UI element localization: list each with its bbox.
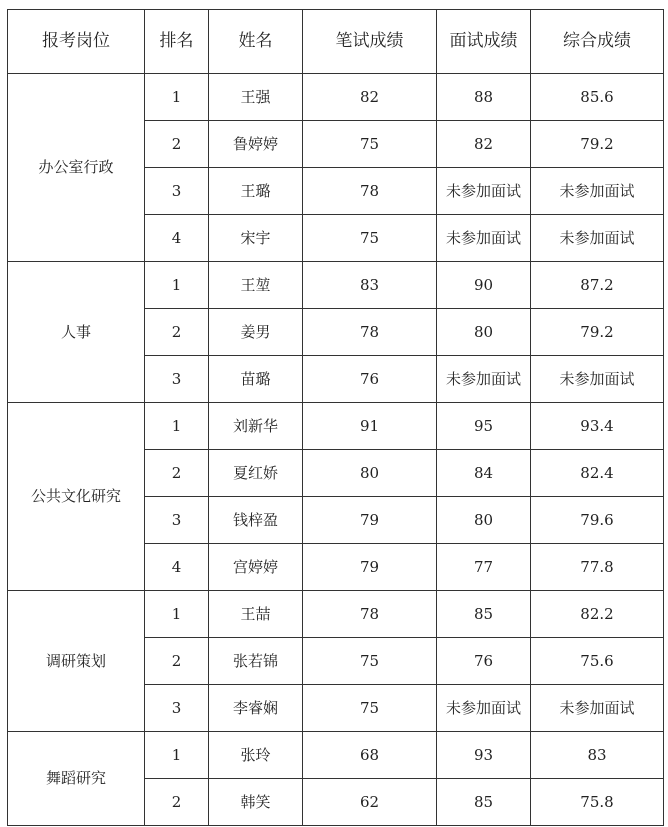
total-score-cell: 79.6 [531, 497, 664, 544]
rank-cell: 3 [145, 685, 209, 732]
total-score-cell: 未参加面试 [531, 168, 664, 215]
post-cell: 公共文化研究 [8, 403, 145, 591]
written-score-cell: 78 [303, 168, 437, 215]
rank-cell: 1 [145, 591, 209, 638]
header-row [8, 10, 664, 74]
name-cell: 王堃 [209, 262, 303, 309]
table-row [8, 74, 664, 121]
interview-score-cell: 80 [437, 309, 531, 356]
name-cell: 王强 [209, 74, 303, 121]
name-cell: 张玲 [209, 732, 303, 779]
written-score-cell: 75 [303, 638, 437, 685]
post-cell: 调研策划 [8, 591, 145, 732]
interview-score-cell: 76 [437, 638, 531, 685]
name-cell: 刘新华 [209, 403, 303, 450]
interview-score-cell: 82 [437, 121, 531, 168]
interview-score-cell: 90 [437, 262, 531, 309]
total-score-cell: 79.2 [531, 309, 664, 356]
scores-table [7, 9, 664, 826]
rank-cell: 3 [145, 168, 209, 215]
interview-score-cell: 未参加面试 [437, 685, 531, 732]
name-cell: 钱梓盈 [209, 497, 303, 544]
total-score-cell: 75.6 [531, 638, 664, 685]
written-score-cell: 75 [303, 215, 437, 262]
total-score-cell: 未参加面试 [531, 215, 664, 262]
written-score-cell: 76 [303, 356, 437, 403]
interview-score-cell: 77 [437, 544, 531, 591]
rank-cell: 2 [145, 121, 209, 168]
rank-cell: 1 [145, 732, 209, 779]
total-score-cell: 未参加面试 [531, 356, 664, 403]
rank-cell: 2 [145, 450, 209, 497]
table-header [8, 10, 664, 74]
name-cell: 鲁婷婷 [209, 121, 303, 168]
rank-cell: 4 [145, 544, 209, 591]
written-score-cell: 75 [303, 685, 437, 732]
name-cell: 韩笑 [209, 779, 303, 826]
interview-score-cell: 未参加面试 [437, 215, 531, 262]
rank-cell: 3 [145, 497, 209, 544]
name-cell: 苗璐 [209, 356, 303, 403]
written-score-cell: 75 [303, 121, 437, 168]
header-total: 综合成绩 [531, 10, 664, 74]
interview-score-cell: 85 [437, 779, 531, 826]
total-score-cell: 82.2 [531, 591, 664, 638]
table-body [8, 74, 664, 826]
post-cell: 人事 [8, 262, 145, 403]
total-score-cell: 93.4 [531, 403, 664, 450]
header-name: 姓名 [209, 10, 303, 74]
total-score-cell: 未参加面试 [531, 685, 664, 732]
total-score-cell: 83 [531, 732, 664, 779]
table-row [8, 403, 664, 450]
rank-cell: 2 [145, 309, 209, 356]
interview-score-cell: 未参加面试 [437, 168, 531, 215]
table-row [8, 591, 664, 638]
interview-score-cell: 93 [437, 732, 531, 779]
interview-score-cell: 95 [437, 403, 531, 450]
written-score-cell: 62 [303, 779, 437, 826]
written-score-cell: 79 [303, 544, 437, 591]
rank-cell: 1 [145, 74, 209, 121]
written-score-cell: 68 [303, 732, 437, 779]
name-cell: 夏红娇 [209, 450, 303, 497]
written-score-cell: 78 [303, 591, 437, 638]
interview-score-cell: 88 [437, 74, 531, 121]
interview-score-cell: 85 [437, 591, 531, 638]
header-written: 笔试成绩 [303, 10, 437, 74]
total-score-cell: 79.2 [531, 121, 664, 168]
name-cell: 张若锦 [209, 638, 303, 685]
written-score-cell: 91 [303, 403, 437, 450]
written-score-cell: 80 [303, 450, 437, 497]
total-score-cell: 87.2 [531, 262, 664, 309]
rank-cell: 2 [145, 779, 209, 826]
table-row [8, 732, 664, 779]
total-score-cell: 85.6 [531, 74, 664, 121]
total-score-cell: 75.8 [531, 779, 664, 826]
written-score-cell: 79 [303, 497, 437, 544]
rank-cell: 3 [145, 356, 209, 403]
name-cell: 王璐 [209, 168, 303, 215]
name-cell: 李睿娴 [209, 685, 303, 732]
rank-cell: 2 [145, 638, 209, 685]
post-cell: 舞蹈研究 [8, 732, 145, 826]
header-rank: 排名 [145, 10, 209, 74]
interview-score-cell: 未参加面试 [437, 356, 531, 403]
written-score-cell: 78 [303, 309, 437, 356]
rank-cell: 4 [145, 215, 209, 262]
interview-score-cell: 84 [437, 450, 531, 497]
total-score-cell: 77.8 [531, 544, 664, 591]
header-post: 报考岗位 [8, 10, 145, 74]
post-cell: 办公室行政 [8, 74, 145, 262]
name-cell: 宫婷婷 [209, 544, 303, 591]
interview-score-cell: 80 [437, 497, 531, 544]
written-score-cell: 82 [303, 74, 437, 121]
written-score-cell: 83 [303, 262, 437, 309]
name-cell: 王喆 [209, 591, 303, 638]
name-cell: 宋宇 [209, 215, 303, 262]
total-score-cell: 82.4 [531, 450, 664, 497]
name-cell: 姜男 [209, 309, 303, 356]
rank-cell: 1 [145, 262, 209, 309]
header-interview: 面试成绩 [437, 10, 531, 74]
rank-cell: 1 [145, 403, 209, 450]
table-row [8, 262, 664, 309]
